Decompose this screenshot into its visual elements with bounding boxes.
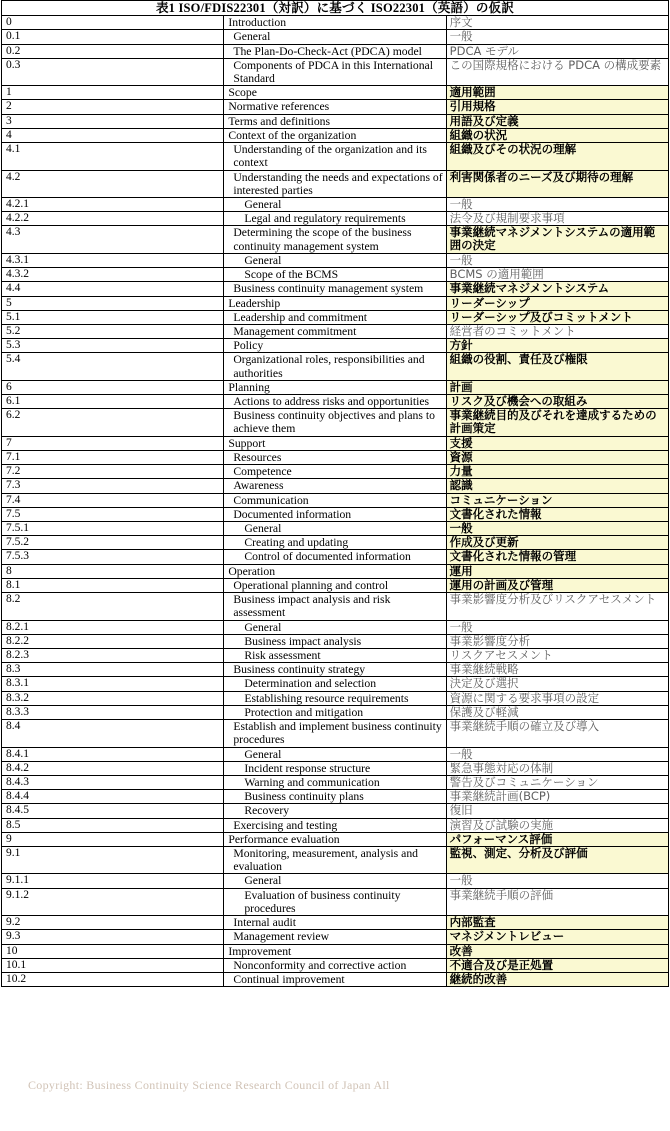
- clause-title-ja: 文書化された情報: [446, 507, 668, 521]
- clause-title-ja: 支援: [446, 436, 668, 450]
- clause-title-en: The Plan-Do-Check-Act (PDCA) model: [224, 44, 446, 58]
- table-row: [2, 677, 669, 691]
- clause-title-ja: パフォーマンス評価: [446, 832, 668, 846]
- clause-title-ja: 組織及びその状況の理解: [446, 143, 668, 170]
- table-row: [2, 663, 669, 677]
- clause-title-ja: リスク及び機会への取組み: [446, 395, 668, 409]
- clause-number: 8.3.1: [2, 677, 224, 691]
- table-row: [2, 522, 669, 536]
- clause-number: 8.3.3: [2, 705, 224, 719]
- clause-title-ja: 決定及び選択: [446, 677, 668, 691]
- clause-number: 4.3.1: [2, 253, 224, 267]
- clause-title-ja: 力量: [446, 465, 668, 479]
- table-row: [2, 143, 669, 170]
- clause-number: 9.1: [2, 847, 224, 874]
- clause-title-en: Organizational roles, responsibilities and authorities: [224, 353, 446, 380]
- clause-title-en: Business continuity objectives and plans to achieve them: [224, 409, 446, 436]
- table-row: [2, 620, 669, 634]
- table-row: [2, 536, 669, 550]
- clause-number: 5.2: [2, 324, 224, 338]
- clause-number: 8.4.3: [2, 775, 224, 789]
- clause-title-en: Business impact analysis: [224, 634, 446, 648]
- clause-number: 8.4.2: [2, 761, 224, 775]
- clause-title-ja: 保護及び軽減: [446, 705, 668, 719]
- clause-number: 4.2.2: [2, 212, 224, 226]
- table-row: [2, 86, 669, 100]
- clause-title-ja: 事業継続マネジメントシステム: [446, 282, 668, 296]
- clause-title-en: General: [224, 747, 446, 761]
- clause-title-ja: 法令及び規制要求事項: [446, 212, 668, 226]
- clause-title-en: Continual improvement: [224, 973, 446, 987]
- table-row: [2, 847, 669, 874]
- clause-title-en: Control of documented information: [224, 550, 446, 564]
- clause-title-ja: この国際規格における PDCA の構成要素: [446, 58, 668, 85]
- clause-title-en: Protection and mitigation: [224, 705, 446, 719]
- clause-number: 4.4: [2, 282, 224, 296]
- clause-title-en: Determining the scope of the business continuity management system: [224, 226, 446, 253]
- table-row: [2, 790, 669, 804]
- clause-number: 4: [2, 128, 224, 142]
- clause-title-en: Planning: [224, 380, 446, 394]
- table-body: [2, 1, 669, 16]
- clause-number: 8: [2, 564, 224, 578]
- clause-title-en: Creating and updating: [224, 536, 446, 550]
- clause-title-ja: 改善: [446, 944, 668, 958]
- clause-number: 8.4.5: [2, 804, 224, 818]
- clause-title-en: Establishing resource requirements: [224, 691, 446, 705]
- table-row: [2, 282, 669, 296]
- clause-title-en: Business continuity management system: [224, 282, 446, 296]
- table-row: [2, 593, 669, 620]
- clause-number: 5: [2, 296, 224, 310]
- clause-title-ja: 資源に関する要求事項の設定: [446, 691, 668, 705]
- clause-number: 5.1: [2, 310, 224, 324]
- clause-number: 7.3: [2, 479, 224, 493]
- table-row: [2, 436, 669, 450]
- clause-title-en: Communication: [224, 493, 446, 507]
- clause-title-ja: 演習及び試験の実施: [446, 818, 668, 832]
- clause-number: 4.3: [2, 226, 224, 253]
- table-row: [2, 958, 669, 972]
- table-row: [2, 507, 669, 521]
- clause-title-ja: 復旧: [446, 804, 668, 818]
- clause-title-en: Improvement: [224, 944, 446, 958]
- clause-title-ja: 一般: [446, 874, 668, 888]
- clause-title-en: Operational planning and control: [224, 578, 446, 592]
- clause-title-ja: 事業継続手順の評価: [446, 888, 668, 915]
- clause-title-en: General: [224, 620, 446, 634]
- clause-number: 8.3.2: [2, 691, 224, 705]
- clause-title-en: Business continuity plans: [224, 790, 446, 804]
- clause-title-ja: 一般: [446, 747, 668, 761]
- clause-number: 4.2: [2, 170, 224, 197]
- clause-number: 4.2.1: [2, 197, 224, 211]
- table-row: [2, 114, 669, 128]
- table-row: [2, 44, 669, 58]
- clause-title-ja: 組織の状況: [446, 128, 668, 142]
- clause-title-ja: リーダーシップ: [446, 296, 668, 310]
- table-row: [2, 804, 669, 818]
- table-row: [2, 16, 669, 30]
- table-row: [2, 212, 669, 226]
- clause-number: 3: [2, 114, 224, 128]
- clause-title-ja: 運用の計画及び管理: [446, 578, 668, 592]
- clause-number: 8.2.1: [2, 620, 224, 634]
- clause-title-en: Warning and communication: [224, 775, 446, 789]
- clause-number: 10.1: [2, 958, 224, 972]
- clause-number: 8.4: [2, 720, 224, 747]
- clause-number: 0.3: [2, 58, 224, 85]
- clause-title-en: General: [224, 30, 446, 44]
- clause-title-ja: 事業継続計画(BCP): [446, 790, 668, 804]
- clause-number: 7.5.1: [2, 522, 224, 536]
- table-row: [2, 253, 669, 267]
- table-row: [2, 550, 669, 564]
- clause-title-ja: 事業継続目的及びそれを達成するための計画策定: [446, 409, 668, 436]
- clause-title-ja: 事業継続手順の確立及び導入: [446, 720, 668, 747]
- table-row: [2, 100, 669, 114]
- clause-title-en: Determination and selection: [224, 677, 446, 691]
- clause-title-ja: 運用: [446, 564, 668, 578]
- clause-title-en: Operation: [224, 564, 446, 578]
- clause-number: 6: [2, 380, 224, 394]
- clause-title-ja: 認識: [446, 479, 668, 493]
- clause-title-ja: 組織の役割、責任及び権限: [446, 353, 668, 380]
- table-row: [2, 324, 669, 338]
- table-row: [2, 310, 669, 324]
- clause-title-ja: BCMS の適用範囲: [446, 268, 668, 282]
- clause-title-ja: 計画: [446, 380, 668, 394]
- clause-number: 8.2: [2, 593, 224, 620]
- clause-title-ja: 不適合及び是正処置: [446, 958, 668, 972]
- clause-title-ja: 事業影響度分析及びリスクアセスメント: [446, 593, 668, 620]
- clause-title-en: Business impact analysis and risk assessment: [224, 593, 446, 620]
- clause-title-ja: 利害関係者のニーズ及び期待の理解: [446, 170, 668, 197]
- clause-title-ja: マネジメントレビュー: [446, 930, 668, 944]
- clause-title-en: Leadership and commitment: [224, 310, 446, 324]
- table-caption-text: 表1 ISO/FDIS22301（対訳）に基づく ISO22301（英語）の仮訳: [155, 1, 515, 15]
- table-row: [2, 888, 669, 915]
- clause-number: 5.3: [2, 339, 224, 353]
- clause-title-en: Understanding the needs and expectations of interested parties: [224, 170, 446, 197]
- clause-title-en: General: [224, 874, 446, 888]
- clause-title-en: Leadership: [224, 296, 446, 310]
- clause-title-en: Scope of the BCMS: [224, 268, 446, 282]
- table-row: [2, 564, 669, 578]
- table-row: [2, 128, 669, 142]
- clause-number: 7.5.3: [2, 550, 224, 564]
- clause-title-ja: 一般: [446, 30, 668, 44]
- clause-title-ja: 適用範囲: [446, 86, 668, 100]
- clause-title-ja: 継続的改善: [446, 973, 668, 987]
- clause-number: 7.4: [2, 493, 224, 507]
- clause-title-en: Understanding of the organization and its context: [224, 143, 446, 170]
- clause-title-en: Support: [224, 436, 446, 450]
- clause-title-en: Documented information: [224, 507, 446, 521]
- clause-title-ja: 警告及びコミュニケーション: [446, 775, 668, 789]
- clause-number: 7.5.2: [2, 536, 224, 550]
- clause-number: 7.5: [2, 507, 224, 521]
- clause-title-en: Monitoring, measurement, analysis and evaluation: [224, 847, 446, 874]
- clause-number: 4.1: [2, 143, 224, 170]
- clause-number: 8.1: [2, 578, 224, 592]
- clause-title-en: Recovery: [224, 804, 446, 818]
- table-row: [2, 705, 669, 719]
- clause-title-en: General: [224, 253, 446, 267]
- standard-clauses-table: [1, 0, 669, 987]
- clause-title-ja: 文書化された情報の管理: [446, 550, 668, 564]
- table-row: [2, 226, 669, 253]
- table-row: [2, 296, 669, 310]
- clause-title-ja: 方針: [446, 339, 668, 353]
- clause-title-en: Normative references: [224, 100, 446, 114]
- clause-number: 8.2.3: [2, 648, 224, 662]
- clause-number: 8.4.4: [2, 790, 224, 804]
- table-row: [2, 409, 669, 436]
- clause-title-en: Context of the organization: [224, 128, 446, 142]
- table-row: [2, 775, 669, 789]
- table-row: [2, 268, 669, 282]
- clause-number: 9: [2, 832, 224, 846]
- table-row: [2, 578, 669, 592]
- clause-title-en: Legal and regulatory requirements: [224, 212, 446, 226]
- table-row: [2, 353, 669, 380]
- table-row: [2, 465, 669, 479]
- clause-title-ja: 内部監査: [446, 916, 668, 930]
- table-row: [2, 339, 669, 353]
- clause-number: 10: [2, 944, 224, 958]
- clause-number: 9.3: [2, 930, 224, 944]
- clause-title-ja: 資源: [446, 450, 668, 464]
- clause-number: 7: [2, 436, 224, 450]
- clause-title-en: Scope: [224, 86, 446, 100]
- clause-number: 4.3.2: [2, 268, 224, 282]
- clause-rows: [2, 16, 669, 987]
- clause-title-en: Resources: [224, 450, 446, 464]
- clause-number: 8.5: [2, 818, 224, 832]
- clause-number: 10.2: [2, 973, 224, 987]
- table-row: [2, 395, 669, 409]
- clause-title-en: Exercising and testing: [224, 818, 446, 832]
- table-row: [2, 747, 669, 761]
- table-row: [2, 493, 669, 507]
- clause-title-ja: 一般: [446, 620, 668, 634]
- table-row: [2, 30, 669, 44]
- table-row: [2, 874, 669, 888]
- table-row: [2, 761, 669, 775]
- clause-title-en: General: [224, 197, 446, 211]
- clause-number: 1: [2, 86, 224, 100]
- clause-title-ja: PDCA モデル: [446, 44, 668, 58]
- clause-title-en: Establish and implement business continuity procedures: [224, 720, 446, 747]
- clause-number: 9.1.1: [2, 874, 224, 888]
- clause-title-en: Competence: [224, 465, 446, 479]
- clause-number: 8.3: [2, 663, 224, 677]
- clause-title-en: Incident response structure: [224, 761, 446, 775]
- clause-title-ja: 事業継続戦略: [446, 663, 668, 677]
- table-row: [2, 944, 669, 958]
- clause-title-ja: 事業影響度分析: [446, 634, 668, 648]
- table-row: [2, 973, 669, 987]
- clause-title-ja: 緊急事態対応の体制: [446, 761, 668, 775]
- clause-title-en: Introduction: [224, 16, 446, 30]
- clause-number: 8.4.1: [2, 747, 224, 761]
- clause-title-ja: 一般: [446, 197, 668, 211]
- table-row: [2, 634, 669, 648]
- clause-title-en: Terms and definitions: [224, 114, 446, 128]
- clause-title-en: Risk assessment: [224, 648, 446, 662]
- clause-number: 7.1: [2, 450, 224, 464]
- clause-number: 9.2: [2, 916, 224, 930]
- clause-title-ja: リーダーシップ及びコミットメント: [446, 310, 668, 324]
- table-row: [2, 58, 669, 85]
- clause-title-en: Evaluation of business continuity procedures: [224, 888, 446, 915]
- table-row: [2, 818, 669, 832]
- clause-title-ja: 事業継続マネジメントシステムの適用範囲の決定: [446, 226, 668, 253]
- table-row: [2, 170, 669, 197]
- clause-title-en: Business continuity strategy: [224, 663, 446, 677]
- table-row: [2, 916, 669, 930]
- clause-title-ja: 引用規格: [446, 100, 668, 114]
- clause-title-en: Components of PDCA in this International Standard: [224, 58, 446, 85]
- clause-number: 9.1.2: [2, 888, 224, 915]
- clause-title-ja: リスクアセスメント: [446, 648, 668, 662]
- table-row: [2, 720, 669, 747]
- clause-number: 8.2.2: [2, 634, 224, 648]
- table-row: [2, 479, 669, 493]
- table-row: [2, 197, 669, 211]
- clause-title-en: Management commitment: [224, 324, 446, 338]
- clause-number: 2: [2, 100, 224, 114]
- table-row: [2, 648, 669, 662]
- clause-number: 0.1: [2, 30, 224, 44]
- clause-number: 6.1: [2, 395, 224, 409]
- clause-number: 0.2: [2, 44, 224, 58]
- clause-title-ja: 監視、測定、分析及び評価: [446, 847, 668, 874]
- clause-title-en: Policy: [224, 339, 446, 353]
- clause-title-en: Actions to address risks and opportunities: [224, 395, 446, 409]
- table-row: [2, 832, 669, 846]
- clause-title-ja: 作成及び更新: [446, 536, 668, 550]
- clause-title-en: Performance evaluation: [224, 832, 446, 846]
- clause-title-ja: 経営者のコミットメント: [446, 324, 668, 338]
- table-caption-row: [2, 1, 669, 16]
- clause-number: 0: [2, 16, 224, 30]
- table-row: [2, 380, 669, 394]
- clause-number: 6.2: [2, 409, 224, 436]
- clause-title-ja: 一般: [446, 522, 668, 536]
- clause-number: 7.2: [2, 465, 224, 479]
- table-caption: [2, 1, 669, 16]
- table-row: [2, 691, 669, 705]
- clause-title-en: Internal audit: [224, 916, 446, 930]
- clause-title-en: General: [224, 522, 446, 536]
- table-row: [2, 450, 669, 464]
- clause-title-en: Management review: [224, 930, 446, 944]
- clause-title-ja: 用語及び定義: [446, 114, 668, 128]
- clause-number: 5.4: [2, 353, 224, 380]
- table-row: [2, 930, 669, 944]
- clause-title-ja: 一般: [446, 253, 668, 267]
- watermark-text: Copyright: Business Continuity Science Research Council of Japan All: [28, 1078, 390, 1092]
- clause-title-ja: コミュニケーション: [446, 493, 668, 507]
- clause-title-en: Nonconformity and corrective action: [224, 958, 446, 972]
- clause-title-en: Awareness: [224, 479, 446, 493]
- clause-title-ja: 序文: [446, 16, 668, 30]
